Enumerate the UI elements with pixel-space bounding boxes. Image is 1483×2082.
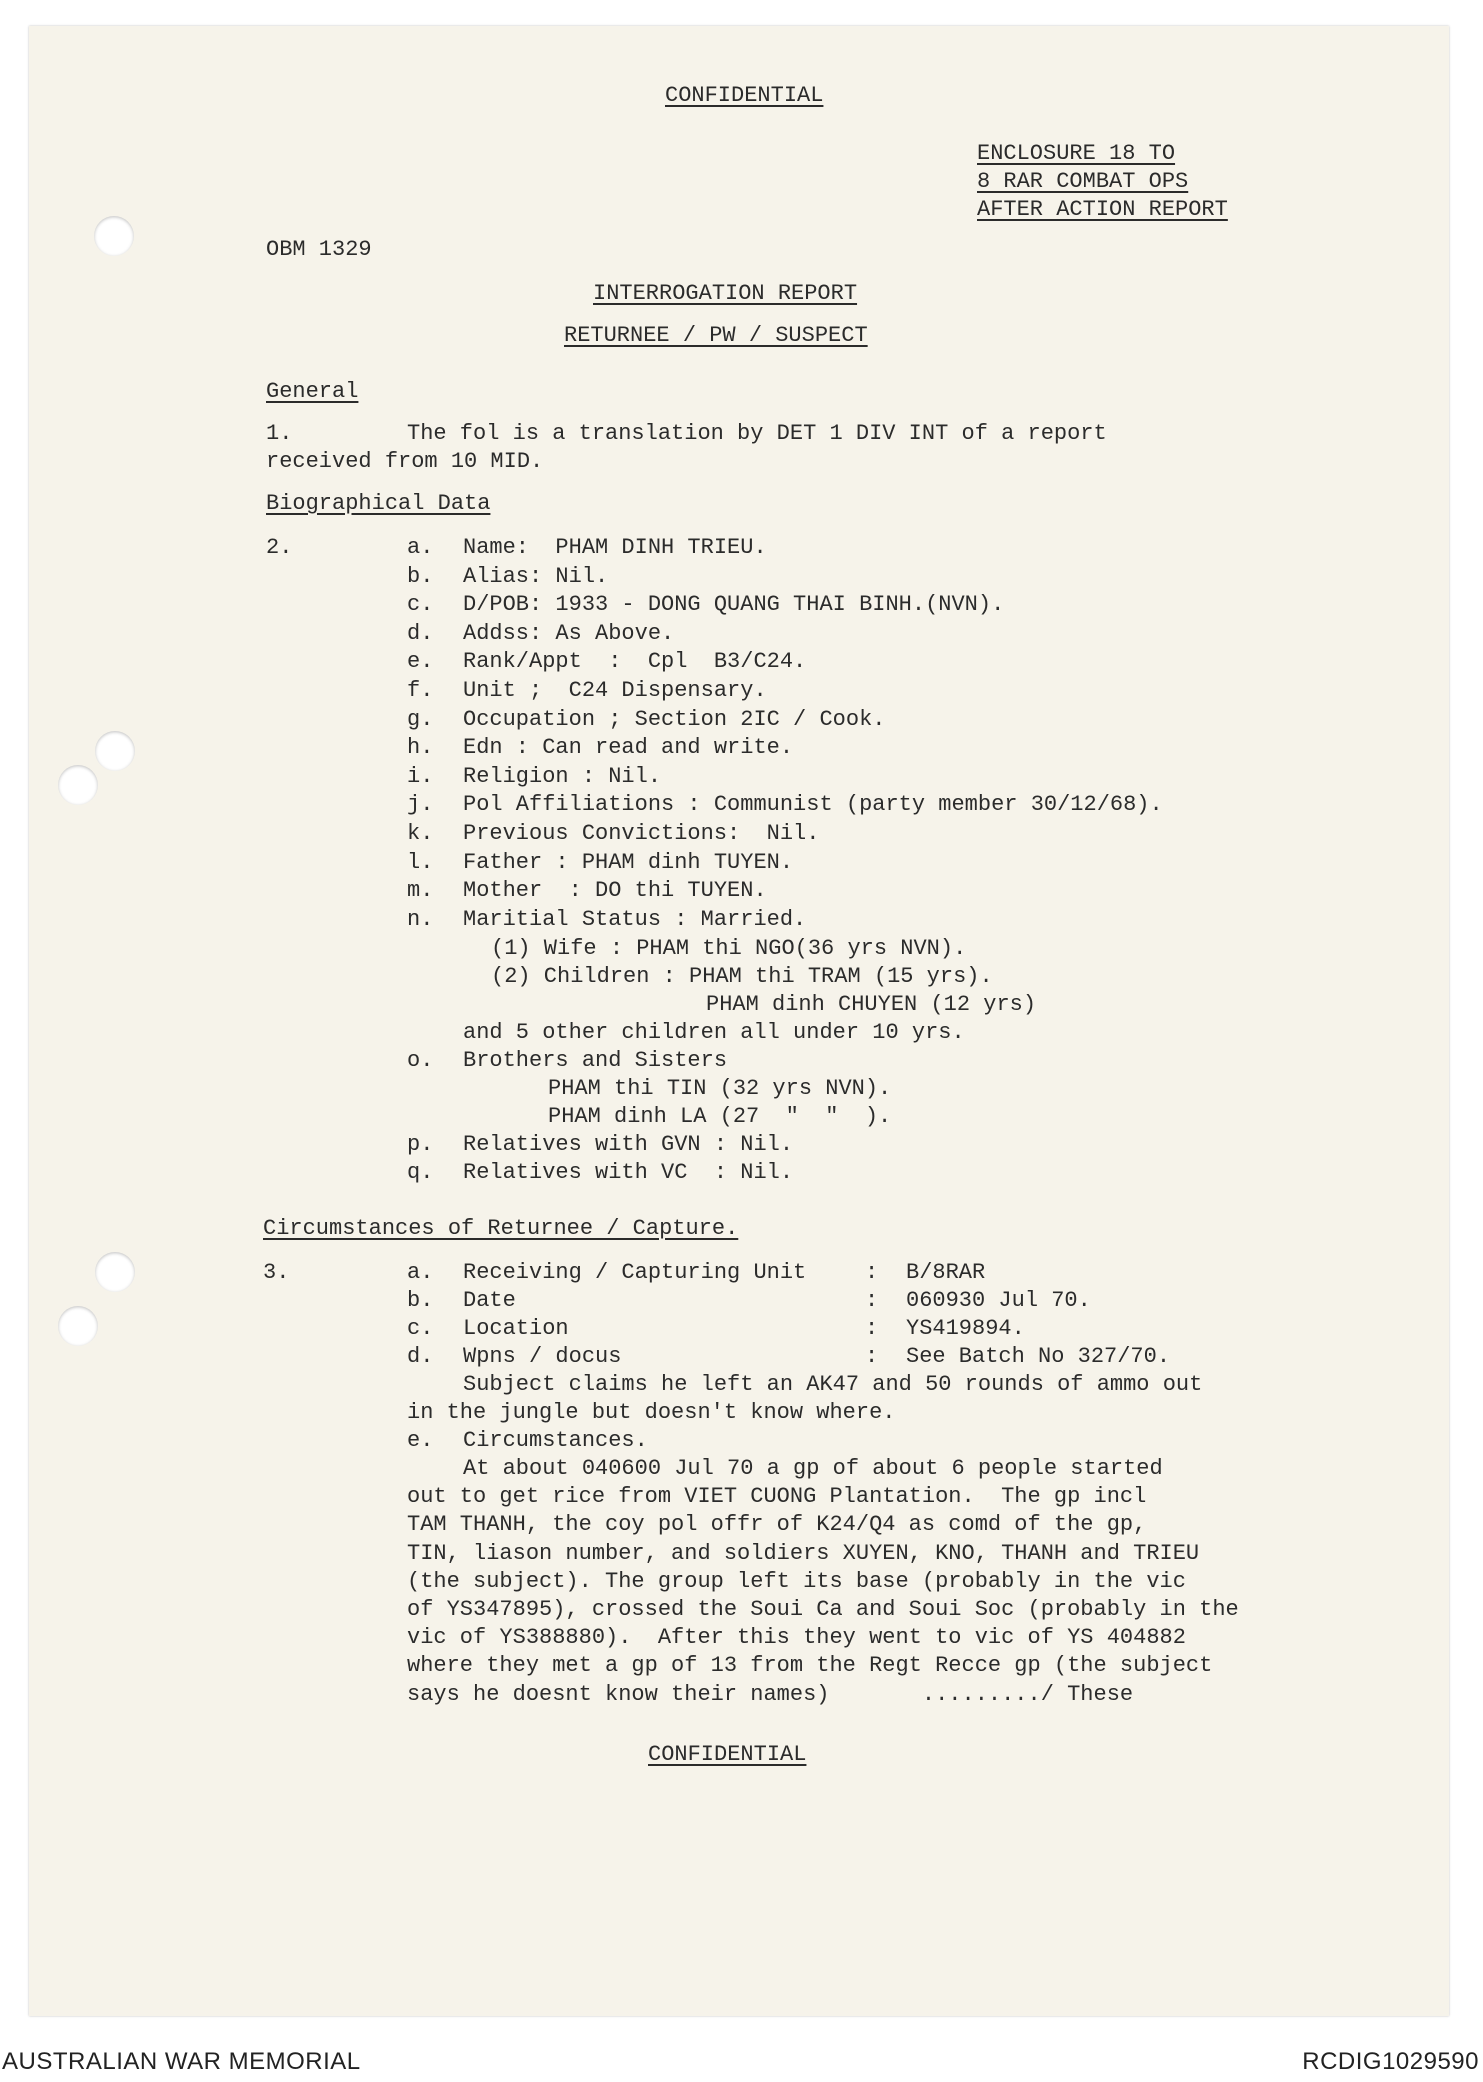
circ-key: Receiving / Capturing Unit xyxy=(463,1260,807,1285)
enclosure-line-3: AFTER ACTION REPORT xyxy=(977,197,1228,222)
section-heading-general: General xyxy=(266,379,359,404)
bio-children: PHAM dinh CHUYEN (12 yrs) xyxy=(706,992,1037,1017)
narrative-line: of YS347895), crossed the Soui Ca and Soui Soc (probably in the xyxy=(407,1597,1239,1622)
bio-label: m. xyxy=(407,878,434,904)
section-heading-bio: Biographical Data xyxy=(266,491,491,516)
circ-colon: : xyxy=(865,1344,879,1369)
bio-label: e. xyxy=(407,649,434,675)
circ-key: Location xyxy=(463,1316,569,1341)
bio-label: c. xyxy=(407,592,434,618)
bio-label: i. xyxy=(407,763,434,789)
narrative-line: TIN, liason number, and soldiers XUYEN, KNO, THANH and TRIEU xyxy=(407,1540,1200,1566)
circ-value: See Batch No 327/70. xyxy=(906,1344,1171,1369)
circ-label: a. xyxy=(407,1260,434,1285)
archive-id: RCDIG1029590 xyxy=(1302,2048,1479,2075)
bio-label: q. xyxy=(407,1160,434,1185)
bio-field: Occupation ; Section 2IC / Cook. xyxy=(463,706,886,732)
bio-label: p. xyxy=(407,1132,434,1157)
enclosure-line-2: 8 RAR COMBAT OPS xyxy=(977,169,1189,194)
punch-hole xyxy=(95,1252,135,1292)
circ-value: B/8RAR xyxy=(906,1260,986,1285)
narrative-line: At about 040600 Jul 70 a gp of about 6 people started xyxy=(463,1456,1163,1481)
report-title: INTERROGATION REPORT xyxy=(593,281,858,306)
circ-value: YS419894. xyxy=(906,1316,1025,1341)
bio-field: Maritial Status : Married. xyxy=(463,906,807,932)
bio-label: d. xyxy=(407,620,434,646)
classification-top: CONFIDENTIAL xyxy=(665,83,824,108)
bio-field: Mother : DO thi TUYEN. xyxy=(463,878,767,904)
circ-key: Wpns / docus xyxy=(463,1344,622,1369)
circ-circumstances-heading: Circumstances. xyxy=(463,1428,648,1453)
circ-wpns-text: in the jungle but doesn't know where. xyxy=(407,1400,896,1425)
bio-label: k. xyxy=(407,821,434,846)
report-subtitle: RETURNEE / PW / SUSPECT xyxy=(564,323,868,348)
para-number: 1. xyxy=(266,421,293,446)
circ-wpns-text: Subject claims he left an AK47 and 50 rounds of ammo out xyxy=(463,1372,1203,1397)
bio-field: Previous Convictions: Nil. xyxy=(463,821,820,846)
bio-label: h. xyxy=(407,735,434,761)
punch-hole xyxy=(58,765,98,805)
bio-field: Pol Affiliations : Communist (party member 30/12/68). xyxy=(463,792,1163,818)
bio-field: Rank/Appt : Cpl B3/C24. xyxy=(463,649,807,675)
classification-bottom: CONFIDENTIAL xyxy=(648,1742,807,1767)
bio-field: Father : PHAM dinh TUYEN. xyxy=(463,849,794,875)
general-text: The fol is a translation by DET 1 DIV INT of a report xyxy=(407,421,1107,446)
narrative-line: (the subject). The group left its base (probably in the vic xyxy=(407,1568,1186,1594)
para-number: 3. xyxy=(263,1260,290,1285)
circ-value: 060930 Jul 70. xyxy=(906,1288,1091,1313)
archive-credit: AUSTRALIAN WAR MEMORIAL xyxy=(2,2048,361,2075)
enclosure-line-1: ENCLOSURE 18 TO xyxy=(977,141,1176,166)
punch-hole xyxy=(95,731,135,771)
bio-label: n. xyxy=(407,906,434,932)
bio-label: o. xyxy=(407,1048,434,1073)
bio-relatives-gvn: Relatives with GVN : Nil. xyxy=(463,1132,794,1157)
bio-label: a. xyxy=(407,535,434,560)
bio-label: j. xyxy=(407,792,434,818)
reference-number: OBM 1329 xyxy=(266,237,372,262)
general-text: received from 10 MID. xyxy=(266,449,544,474)
circ-label: d. xyxy=(407,1344,434,1369)
bio-children: and 5 other children all under 10 yrs. xyxy=(463,1020,965,1045)
bio-sibling: PHAM dinh LA (27 " " ). xyxy=(548,1104,892,1129)
bio-label: l. xyxy=(407,849,434,875)
bio-wife: (1) Wife : PHAM thi NGO(36 yrs NVN). xyxy=(491,936,967,961)
punch-hole xyxy=(58,1306,98,1346)
bio-children: (2) Children : PHAM thi TRAM (15 yrs). xyxy=(491,964,993,989)
bio-relatives-vc: Relatives with VC : Nil. xyxy=(463,1160,794,1185)
bio-sibling: PHAM thi TIN (32 yrs NVN). xyxy=(548,1076,892,1101)
circ-colon: : xyxy=(865,1288,879,1313)
bio-label: f. xyxy=(407,678,434,703)
section-heading-circumstances: Circumstances of Returnee / Capture. xyxy=(263,1216,739,1241)
narrative-line: says he doesnt know their names) ........./ These xyxy=(407,1681,1134,1707)
bio-siblings-heading: Brothers and Sisters xyxy=(463,1048,728,1073)
para-number: 2. xyxy=(266,535,293,560)
narrative-line: out to get rice from VIET CUONG Plantation. The gp incl xyxy=(407,1484,1147,1510)
bio-label: b. xyxy=(407,563,434,589)
bio-label: g. xyxy=(407,706,434,732)
narrative-line: TAM THANH, the coy pol offr of K24/Q4 as comd of the gp, xyxy=(407,1512,1147,1538)
bio-field: D/POB: 1933 - DONG QUANG THAI BINH.(NVN). xyxy=(463,592,1005,618)
bio-field: Addss: As Above. xyxy=(463,620,675,646)
circ-colon: : xyxy=(865,1316,879,1341)
punch-hole xyxy=(94,216,134,256)
narrative-line: vic of YS388880). After this they went to vic of YS 404882 xyxy=(407,1625,1186,1651)
circ-colon: : xyxy=(865,1260,879,1285)
bio-field: Unit ; C24 Dispensary. xyxy=(463,678,767,703)
circ-label: c. xyxy=(407,1316,434,1341)
circ-label: b. xyxy=(407,1288,434,1313)
bio-field: Name: PHAM DINH TRIEU. xyxy=(463,535,767,560)
circ-label: e. xyxy=(407,1428,434,1453)
bio-field: Religion : Nil. xyxy=(463,763,662,789)
bio-field: Edn : Can read and write. xyxy=(463,735,794,761)
bio-field: Alias: Nil. xyxy=(463,563,609,589)
narrative-line: where they met a gp of 13 from the Regt Recce gp (the subject xyxy=(407,1653,1213,1679)
circ-key: Date xyxy=(463,1288,516,1313)
